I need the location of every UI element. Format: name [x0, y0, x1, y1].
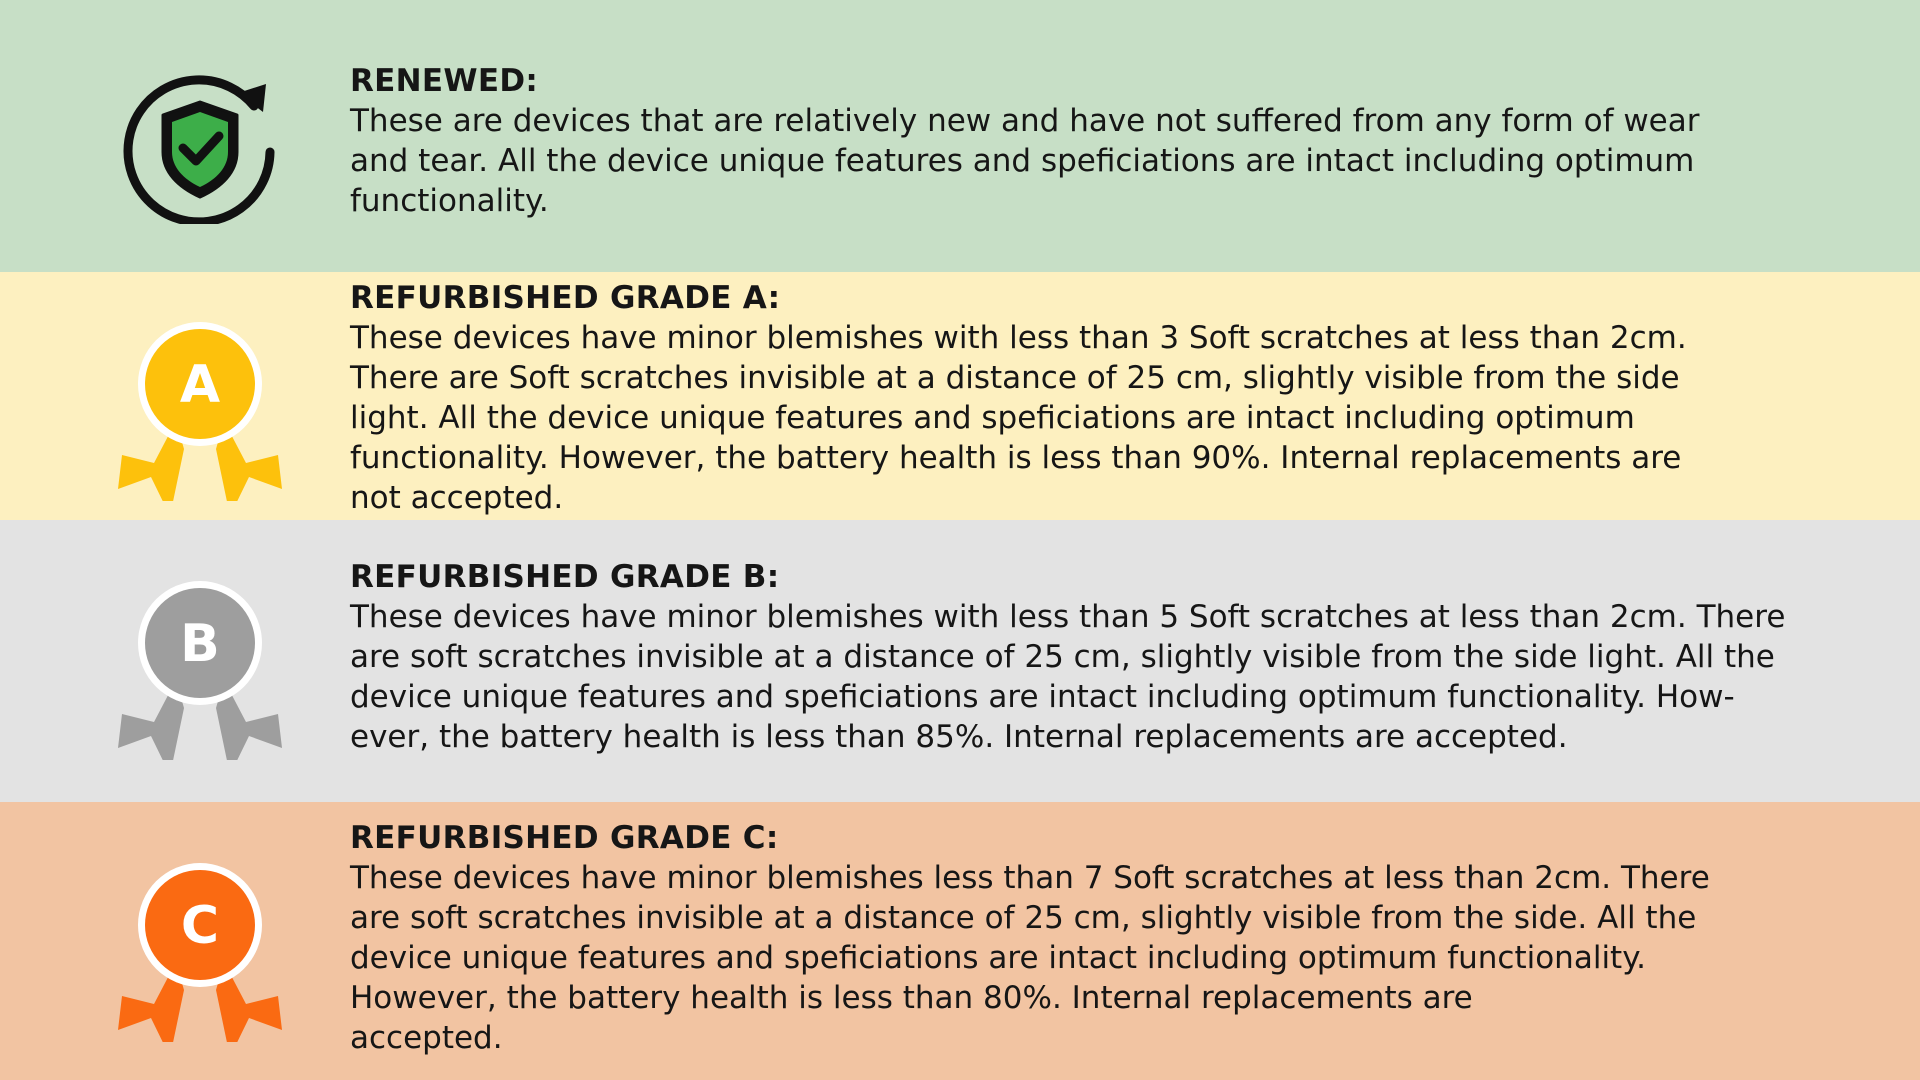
- award-ribbon-icon: [118, 560, 282, 764]
- grade-a-line: not accepted.: [350, 480, 564, 516]
- renewed-text: [350, 61, 1870, 221]
- grade-b-line: These devices have minor blemishes with less than 5 Soft scratches at less than 2cm. There: [350, 599, 1786, 635]
- grade-c-line: device unique features and speficiations are intact including optimum functionality.: [350, 940, 1646, 976]
- renewed-heading: RENEWED:: [350, 63, 539, 99]
- grade-c-line: accepted.: [350, 1020, 503, 1056]
- grade-a-line: functionality. However, the battery health is less than 90%. Internal replacements are: [350, 440, 1682, 476]
- grade-b-text: [350, 557, 1870, 757]
- grade-c-letter: C: [180, 896, 220, 956]
- grade-c-section: [0, 802, 1920, 1080]
- grade-b-description: [350, 597, 1870, 757]
- grade-c-heading: REFURBISHED GRADE C:: [350, 820, 779, 856]
- grade-a-line: There are Soft scratches invisible at a distance of 25 cm, slightly visible from the side: [350, 360, 1680, 396]
- renewed-line: These are devices that are relatively new and have not suffered from any form of wear: [350, 103, 1700, 139]
- grade-c-description: [350, 858, 1900, 1058]
- grade-a-letter: A: [179, 355, 221, 415]
- grade-b-letter: B: [180, 614, 220, 674]
- grade-b-heading: REFURBISHED GRADE B:: [350, 559, 780, 595]
- grade-b-line: device unique features and speficiations are intact including optimum functionality. How-: [350, 679, 1735, 715]
- award-ribbon-icon: [118, 301, 282, 505]
- shield-check-refresh-icon: [118, 60, 282, 228]
- renewed-description: [350, 101, 1910, 221]
- grade-c-line: are soft scratches invisible at a distance of 25 cm, slightly visible from the side. All the: [350, 900, 1697, 936]
- grade-a-line: These devices have minor blemishes with less than 3 Soft scratches at less than 2cm.: [350, 320, 1687, 356]
- grade-a-text: [350, 278, 1870, 518]
- grade-a-heading: REFURBISHED GRADE A:: [350, 280, 781, 316]
- grade-a-section: [0, 272, 1920, 520]
- grade-c-text: [350, 818, 1870, 1058]
- grade-b-line: are soft scratches invisible at a distance of 25 cm, slightly visible from the side light. All the: [350, 639, 1775, 675]
- renewed-line: and tear. All the device unique features and speficiations are intact including optimum: [350, 143, 1695, 179]
- grade-a-description: [350, 318, 1840, 518]
- grade-b-section: [0, 520, 1920, 802]
- grade-c-line: However, the battery health is less than 80%. Internal replacements are: [350, 980, 1473, 1016]
- renewed-section: [0, 0, 1920, 272]
- award-ribbon-icon: [118, 842, 282, 1046]
- renewed-line: functionality.: [350, 183, 549, 219]
- grade-a-line: light. All the device unique features and speficiations are intact including optimum: [350, 400, 1635, 436]
- grade-c-line: These devices have minor blemishes less than 7 Soft scratches at less than 2cm. There: [350, 860, 1710, 896]
- grade-b-line: ever, the battery health is less than 85%. Internal replacements are accepted.: [350, 719, 1568, 755]
